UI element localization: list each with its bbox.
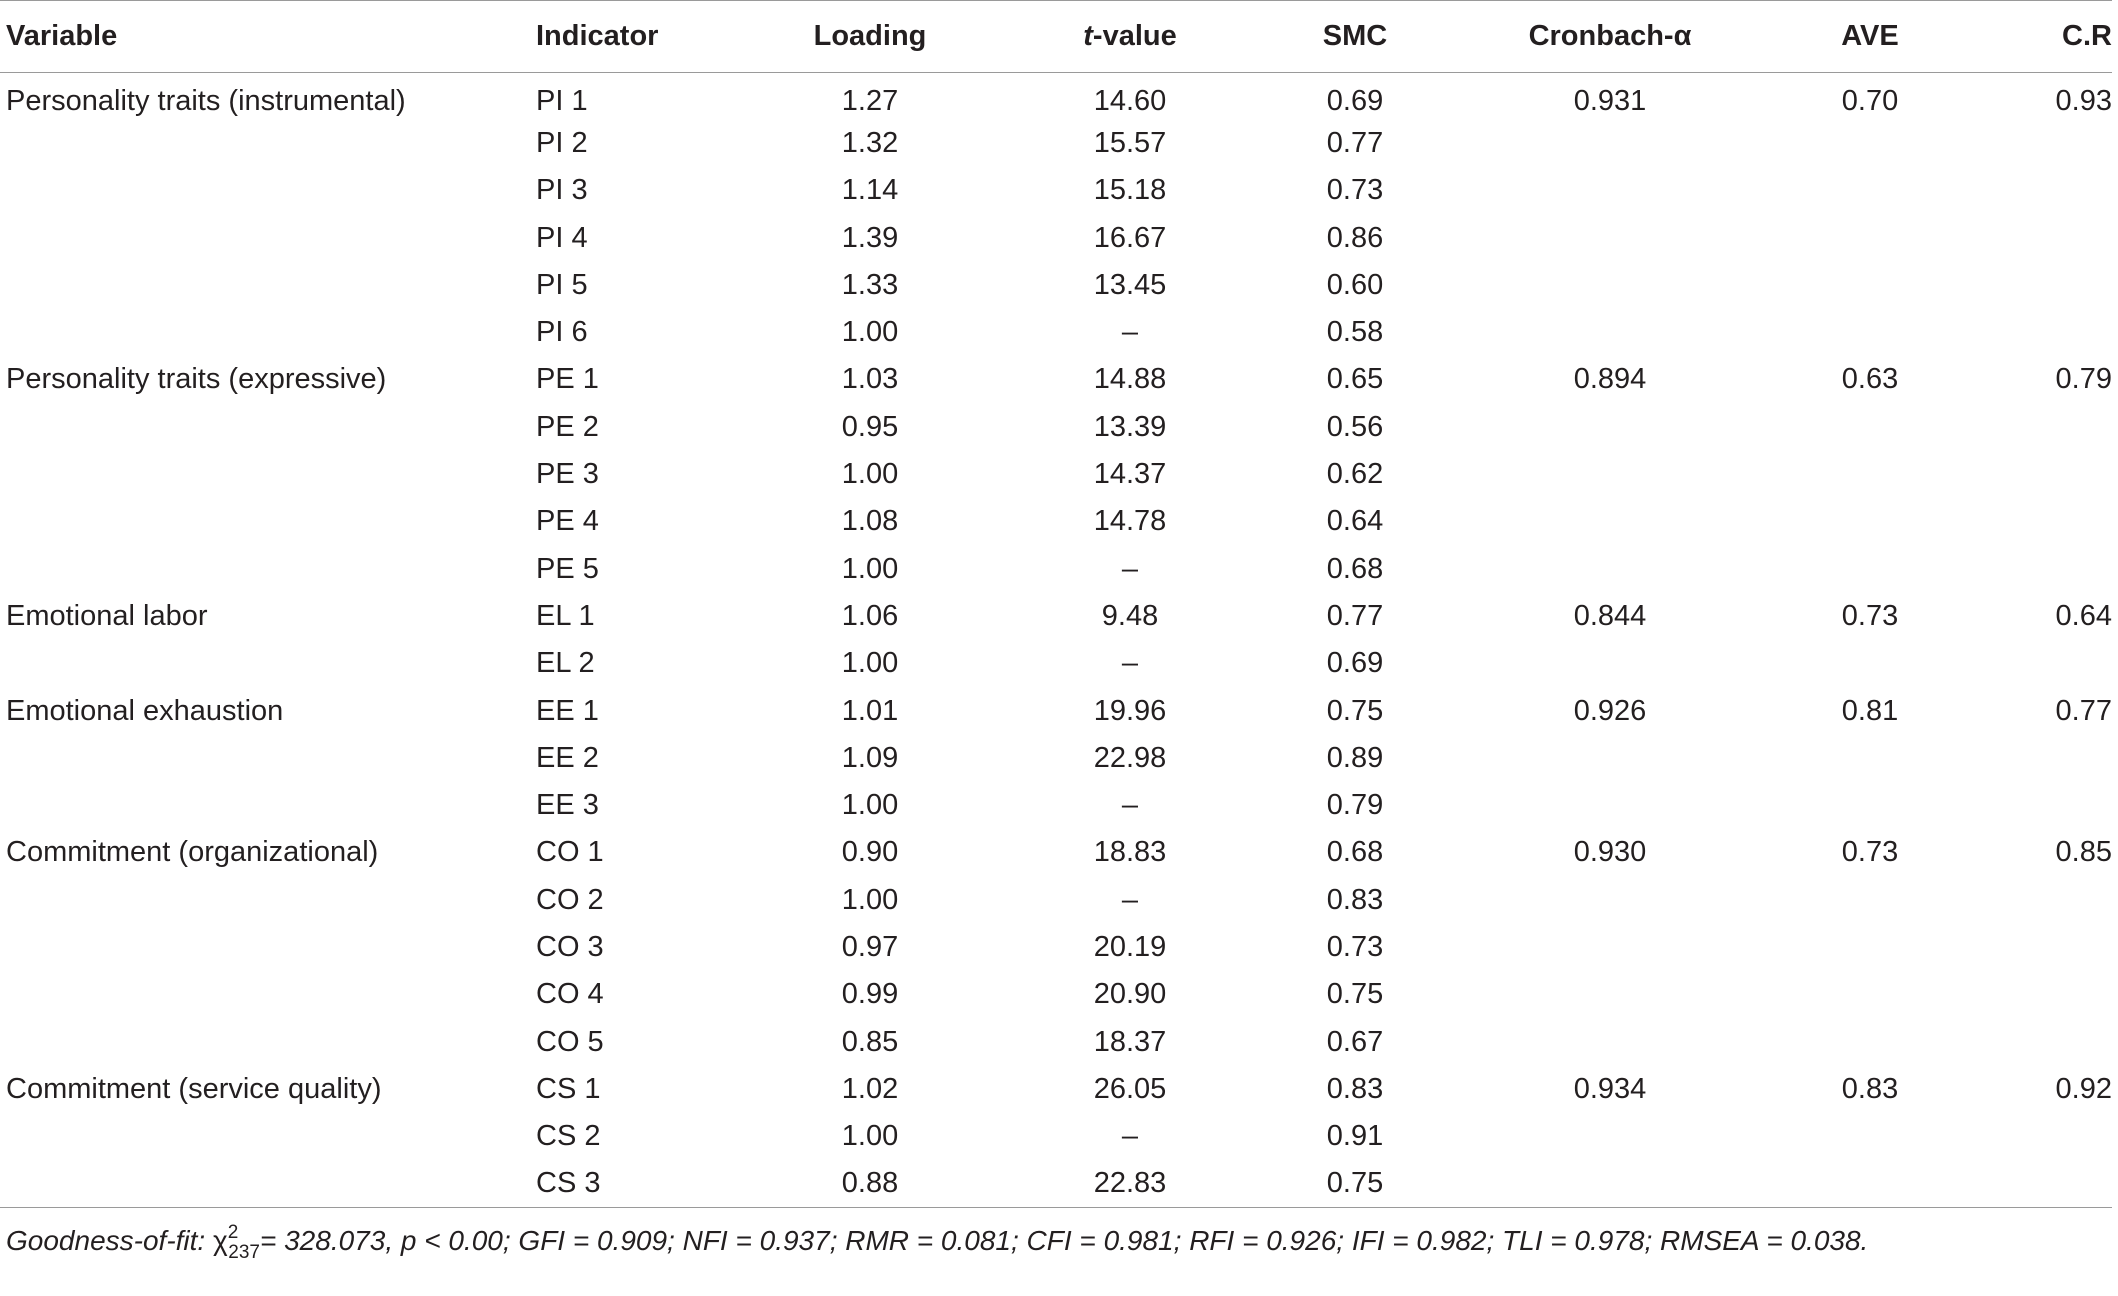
table-row (0, 687, 2112, 734)
cell-ave (1760, 498, 1980, 545)
cell-indicator: CO 2 (536, 883, 604, 916)
cell-ave (1760, 924, 1980, 971)
cell-cronbach (1460, 1160, 1760, 1207)
cell-smc: 0.83 (1326, 1072, 1384, 1105)
cell-variable: Personality traits (instrumental) (6, 84, 406, 117)
table-row (0, 593, 2112, 640)
table-row (0, 309, 2112, 356)
cell-cronbach (1460, 404, 1760, 451)
cell-t-value: 13.45 (1093, 268, 1167, 301)
header-t-suffix: -value (1092, 20, 1177, 52)
cell-loading: 1.00 (841, 458, 899, 491)
footnote-stats: = 328.073, p < 0.00; GFI = 0.909; NFI = 0.937; RMR = 0.081; CFI = 0.981; RFI = 0.926; IFI = 0.982; TLI = 0.978; RMSEA = 0.038. (259, 1225, 1869, 1257)
cell-ave (1760, 971, 1980, 1018)
cell-cr (1980, 498, 2112, 545)
cell-variable: Commitment (service quality) (6, 1072, 382, 1105)
footnote-row (0, 1208, 2112, 1269)
cell-smc: 0.75 (1326, 694, 1384, 727)
table-row (0, 262, 2112, 309)
cell-loading: 0.88 (841, 1167, 899, 1200)
cell-ave: 0.83 (1841, 1072, 1899, 1105)
cell-indicator: PE 4 (536, 505, 599, 538)
cell-ave (1760, 451, 1980, 498)
cell-cronbach (1460, 877, 1760, 924)
cell-cronbach: 0.934 (1573, 1072, 1647, 1105)
cell-variable (0, 498, 530, 545)
cell-indicator: EE 3 (536, 789, 599, 822)
cell-indicator: PI 5 (536, 268, 588, 301)
cell-ave: 0.73 (1841, 836, 1899, 869)
cell-smc: 0.75 (1326, 1167, 1384, 1200)
cell-cr (1980, 924, 2112, 971)
cell-cr (1980, 1018, 2112, 1065)
cell-t-value: 14.88 (1093, 363, 1167, 396)
cell-t-value: 14.37 (1093, 458, 1167, 491)
cell-variable (0, 971, 530, 1018)
table-body (0, 73, 2112, 1208)
cell-loading: 1.08 (841, 505, 899, 538)
header-ave: AVE (1760, 1, 1980, 73)
cell-t-value: 15.57 (1093, 126, 1167, 159)
cell-cronbach (1460, 1018, 1760, 1065)
cell-variable: Personality traits (expressive) (6, 363, 387, 396)
table-row (0, 404, 2112, 451)
cell-indicator: EE 1 (536, 694, 599, 727)
cell-indicator: PE 1 (536, 363, 599, 396)
cell-indicator: PI 1 (536, 84, 588, 117)
cell-smc: 0.67 (1326, 1025, 1384, 1058)
cell-smc: 0.83 (1326, 883, 1384, 916)
cell-cr: 0.79 (2055, 363, 2112, 396)
cell-indicator: CO 1 (536, 836, 604, 869)
cell-loading: 1.00 (841, 647, 899, 680)
header-smc: SMC (1250, 1, 1460, 73)
cell-cr (1980, 309, 2112, 356)
cell-loading: 0.85 (841, 1025, 899, 1058)
header-indicator: Indicator (530, 1, 730, 73)
cell-indicator: EE 2 (536, 741, 599, 774)
cell-t-value: 14.78 (1093, 505, 1167, 538)
cell-variable (0, 120, 530, 167)
cell-t-value: 14.60 (1093, 84, 1167, 117)
cell-loading: 1.06 (841, 599, 899, 632)
cell-smc: 0.68 (1326, 552, 1384, 585)
table-row (0, 640, 2112, 687)
cell-cr (1980, 1113, 2112, 1160)
cell-smc: 0.68 (1326, 836, 1384, 869)
cell-smc: 0.77 (1326, 599, 1384, 632)
cell-smc: 0.75 (1326, 978, 1384, 1011)
cell-t-value: 22.98 (1093, 741, 1167, 774)
cell-ave (1760, 120, 1980, 167)
cell-ave (1760, 1113, 1980, 1160)
cell-indicator: CS 3 (536, 1167, 601, 1200)
cell-cronbach (1460, 214, 1760, 261)
cell-cronbach (1460, 924, 1760, 971)
cell-ave: 0.81 (1841, 694, 1899, 727)
cell-cronbach: 0.926 (1573, 694, 1647, 727)
cell-cr (1980, 735, 2112, 782)
footnote-prefix: Goodness-of-fit: (6, 1225, 213, 1257)
cell-loading: 1.00 (841, 789, 899, 822)
cell-cronbach: 0.894 (1573, 363, 1647, 396)
table-row (0, 356, 2112, 403)
cell-cr (1980, 545, 2112, 592)
cell-ave (1760, 640, 1980, 687)
cell-t-value: 22.83 (1093, 1167, 1167, 1200)
cell-cronbach (1460, 309, 1760, 356)
cell-loading: 0.99 (841, 978, 899, 1011)
cell-t-value: – (1121, 552, 1139, 585)
cell-variable (0, 1018, 530, 1065)
cell-indicator: PE 3 (536, 458, 599, 491)
chi-superscript: 2 (227, 1222, 239, 1244)
cell-smc: 0.73 (1326, 930, 1384, 963)
cell-variable: Emotional labor (6, 599, 208, 632)
table-row (0, 735, 2112, 782)
cell-cr (1980, 120, 2112, 167)
cell-variable (0, 640, 530, 687)
cell-indicator: EL 2 (536, 647, 595, 680)
cell-smc: 0.56 (1326, 410, 1384, 443)
cell-ave (1760, 262, 1980, 309)
cell-variable (0, 262, 530, 309)
cell-variable (0, 451, 530, 498)
cell-cronbach (1460, 640, 1760, 687)
header-cr: C.R (1980, 1, 2112, 73)
cell-smc: 0.86 (1326, 221, 1384, 254)
cell-indicator: PE 2 (536, 410, 599, 443)
cell-t-value: 18.37 (1093, 1025, 1167, 1058)
cell-loading: 0.95 (841, 410, 899, 443)
cell-cronbach (1460, 1113, 1760, 1160)
table-row (0, 829, 2112, 876)
cell-t-value: 15.18 (1093, 174, 1167, 207)
cell-t-value: 9.48 (1101, 599, 1159, 632)
cell-ave (1760, 309, 1980, 356)
table-row (0, 167, 2112, 214)
cell-indicator: CS 1 (536, 1072, 601, 1105)
header-row (0, 1, 2112, 73)
cell-indicator: PI 3 (536, 174, 588, 207)
cell-cr: 0.85 (2055, 836, 2112, 869)
cell-loading: 1.39 (841, 221, 899, 254)
cell-t-value: 26.05 (1093, 1072, 1167, 1105)
cell-ave (1760, 214, 1980, 261)
cell-variable (0, 782, 530, 829)
cell-smc: 0.58 (1326, 316, 1384, 349)
cell-t-value: – (1121, 1120, 1139, 1153)
cell-cr: 0.92 (2055, 1072, 2112, 1105)
cell-cronbach (1460, 498, 1760, 545)
cell-loading: 0.90 (841, 836, 899, 869)
cell-smc: 0.64 (1326, 505, 1384, 538)
cell-cr (1980, 262, 2112, 309)
cell-t-value: – (1121, 789, 1139, 822)
cell-indicator: PI 4 (536, 221, 588, 254)
cell-loading: 1.09 (841, 741, 899, 774)
cell-cronbach: 0.930 (1573, 836, 1647, 869)
table-row (0, 73, 2112, 120)
cell-smc: 0.69 (1326, 84, 1384, 117)
cell-t-value: – (1121, 316, 1139, 349)
table-footer (0, 1208, 2112, 1269)
header-t-value (1010, 1, 1250, 73)
table-row (0, 924, 2112, 971)
cell-indicator: PI 2 (536, 126, 588, 159)
cell-cr: 0.64 (2055, 599, 2112, 632)
cell-loading: 1.27 (841, 84, 899, 117)
cell-variable: Emotional exhaustion (6, 694, 284, 727)
cell-indicator: PE 5 (536, 552, 599, 585)
cell-t-value: 19.96 (1093, 694, 1167, 727)
cell-ave (1760, 545, 1980, 592)
cell-loading: 1.03 (841, 363, 899, 396)
cell-indicator: EL 1 (536, 599, 595, 632)
table-row (0, 1018, 2112, 1065)
cell-cr (1980, 877, 2112, 924)
cell-ave (1760, 1018, 1980, 1065)
cell-variable (0, 404, 530, 451)
cell-cronbach (1460, 167, 1760, 214)
cell-indicator: CO 3 (536, 930, 604, 963)
cell-variable (0, 1113, 530, 1160)
chi-subscript: 237 (228, 1242, 260, 1264)
cell-t-value: 16.67 (1093, 221, 1167, 254)
cell-indicator: CO 5 (536, 1025, 604, 1058)
cell-cr (1980, 971, 2112, 1018)
cell-loading: 1.01 (841, 694, 899, 727)
cell-t-value: 20.90 (1093, 978, 1167, 1011)
cell-cronbach (1460, 735, 1760, 782)
cell-cronbach (1460, 120, 1760, 167)
table-row (0, 1160, 2112, 1207)
cell-variable (0, 735, 530, 782)
cell-smc: 0.65 (1326, 363, 1384, 396)
table-row (0, 971, 2112, 1018)
cell-t-value: 18.83 (1093, 836, 1167, 869)
cell-loading: 1.00 (841, 1120, 899, 1153)
cell-variable (0, 877, 530, 924)
cell-variable (0, 167, 530, 214)
cell-loading: 1.14 (841, 174, 899, 207)
cell-cronbach (1460, 971, 1760, 1018)
cell-ave: 0.63 (1841, 363, 1899, 396)
table-row (0, 545, 2112, 592)
table-row (0, 498, 2112, 545)
cell-loading: 1.02 (841, 1072, 899, 1105)
chi-indices (227, 1222, 260, 1264)
cell-indicator: CS 2 (536, 1120, 601, 1153)
cell-smc: 0.89 (1326, 741, 1384, 774)
cell-cronbach: 0.844 (1573, 599, 1647, 632)
cell-cr (1980, 1160, 2112, 1207)
cell-variable (0, 1160, 530, 1207)
cell-ave (1760, 735, 1980, 782)
header-t-italic: t (1083, 20, 1093, 52)
cell-smc: 0.73 (1326, 174, 1384, 207)
cell-cr: 0.77 (2055, 694, 2112, 727)
cell-cr (1980, 640, 2112, 687)
cell-ave (1760, 877, 1980, 924)
cell-variable (0, 214, 530, 261)
cell-t-value: – (1121, 647, 1139, 680)
cell-smc: 0.60 (1326, 268, 1384, 301)
table-row (0, 120, 2112, 167)
cell-smc: 0.91 (1326, 1120, 1384, 1153)
cell-loading: 1.00 (841, 552, 899, 585)
cell-smc: 0.79 (1326, 789, 1384, 822)
cell-variable (0, 309, 530, 356)
cell-cr (1980, 404, 2112, 451)
cell-cronbach (1460, 262, 1760, 309)
table-header (0, 1, 2112, 73)
cell-cronbach: 0.931 (1573, 84, 1647, 117)
footnote (0, 1208, 2112, 1269)
cell-ave (1760, 167, 1980, 214)
cell-loading: 0.97 (841, 930, 899, 963)
cell-cr (1980, 451, 2112, 498)
cell-ave (1760, 782, 1980, 829)
cell-loading: 1.00 (841, 883, 899, 916)
cell-loading: 1.00 (841, 316, 899, 349)
cell-t-value: – (1121, 883, 1139, 916)
cell-cr: 0.93 (2055, 84, 2112, 117)
cell-variable (0, 545, 530, 592)
cell-cr (1980, 782, 2112, 829)
cell-variable (0, 924, 530, 971)
cell-cr (1980, 167, 2112, 214)
cell-ave: 0.73 (1841, 599, 1899, 632)
header-loading: Loading (730, 1, 1010, 73)
cell-cronbach (1460, 451, 1760, 498)
cell-cronbach (1460, 545, 1760, 592)
table-row (0, 877, 2112, 924)
cell-variable: Commitment (organizational) (6, 836, 379, 869)
cell-t-value: 13.39 (1093, 410, 1167, 443)
table-row (0, 451, 2112, 498)
header-variable: Variable (0, 1, 530, 73)
cell-loading: 1.33 (841, 268, 899, 301)
cell-smc: 0.62 (1326, 458, 1384, 491)
cell-smc: 0.69 (1326, 647, 1384, 680)
cell-cronbach (1460, 782, 1760, 829)
table-row (0, 1066, 2112, 1113)
cell-cr (1980, 214, 2112, 261)
cell-ave (1760, 404, 1980, 451)
cell-t-value: 20.19 (1093, 930, 1167, 963)
cell-ave (1760, 1160, 1980, 1207)
cell-loading: 1.32 (841, 126, 899, 159)
chi-symbol: χ (212, 1225, 228, 1257)
cell-ave: 0.70 (1841, 84, 1899, 117)
cell-indicator: PI 6 (536, 316, 588, 349)
cell-smc: 0.77 (1326, 126, 1384, 159)
header-cronbach: Cronbach-α (1460, 1, 1760, 73)
cell-indicator: CO 4 (536, 978, 604, 1011)
table-row (0, 782, 2112, 829)
table-row (0, 1113, 2112, 1160)
table-row (0, 214, 2112, 261)
